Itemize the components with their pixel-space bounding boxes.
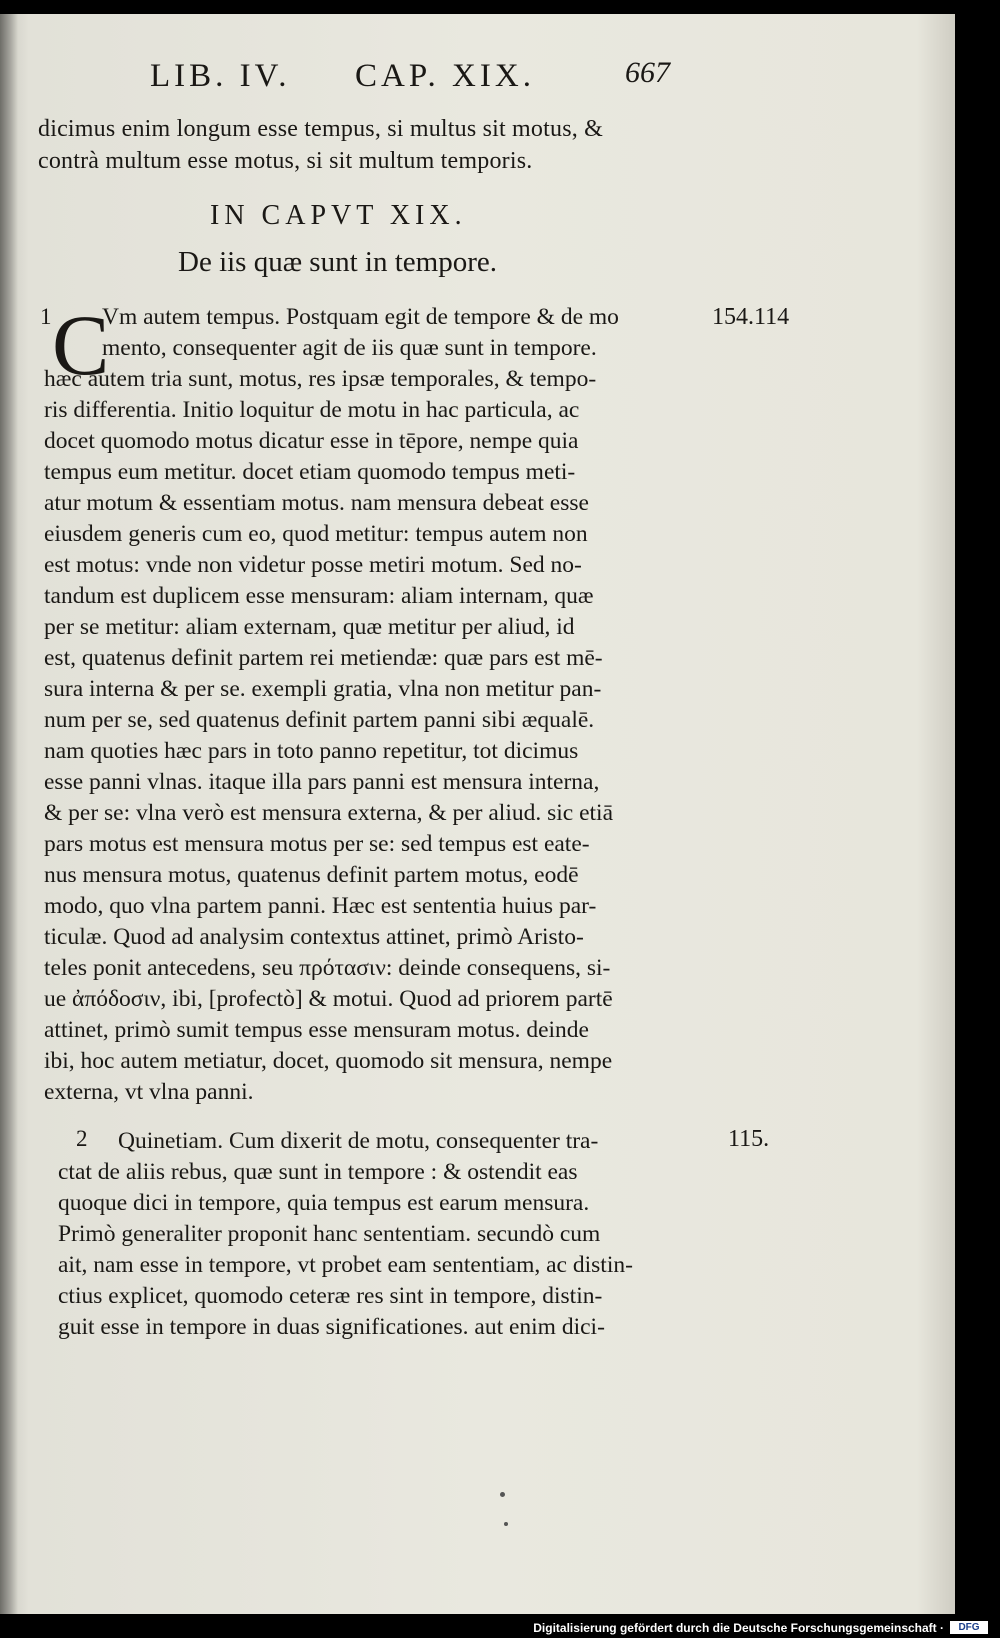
text-line: atur motum & essentiam motus. nam mensura debeat esse (44, 490, 589, 516)
text-line: & per se: vlna verò est mensura externa, & per aliud. sic etiā (44, 800, 614, 826)
text-line: pars motus est mensura motus per se: sed tempus est eate- (44, 831, 590, 857)
text-line: eiusdem generis cum eo, quod metitur: tempus autem non (44, 521, 588, 547)
text-line: hæc autem tria sunt, motus, res ipsæ temporales, & tempo- (44, 366, 597, 392)
text-line: tandum est duplicem esse mensuram: aliam internam, quæ (44, 583, 594, 609)
text-line: ue ἀπόδοσιν, ibi, [profectò] & motui. Quod ad priorem partē (44, 986, 613, 1012)
text-line: docet quomodo motus dicatur esse in tēpore, nempe quia (44, 428, 579, 454)
intro-line: dicimus enim longum esse tempus, si multus sit motus, & (38, 116, 604, 142)
paragraph-2 (58, 1126, 738, 1343)
text-line: est motus: vnde non videtur posse metiri motum. Sed no- (44, 552, 582, 578)
text-line: ait, nam esse in tempore, vt probet eam sententiam, ac distin- (58, 1252, 633, 1278)
digitization-footer (0, 1618, 1000, 1638)
header-chapter: CAP. XIX. (355, 58, 535, 94)
text-line: guit esse in tempore in duas significationes. aut enim dici- (58, 1314, 605, 1340)
text-line: num per se, sed quatenus definit partem panni sibi æqualē. (44, 707, 595, 733)
text-line: ris differentia. Initio loquitur de motu in hac particula, ac (44, 397, 580, 423)
text-line: Vm autem tempus. Postquam egit de tempore & de mo (102, 304, 619, 330)
text-line: modo, quo vlna partem panni. Hæc est sententia huius par- (44, 893, 597, 919)
text-line: mento, consequenter agit de iis quæ sunt in tempore. (102, 335, 597, 361)
text-line: ctius explicet, quomodo ceteræ res sint in tempore, distin- (58, 1283, 603, 1309)
running-header (150, 58, 710, 98)
text-line: Quinetiam. Cum dixerit de motu, consequenter tra- (118, 1128, 599, 1154)
text-line: Primò generaliter proponit hanc sententiam. secundò cum (58, 1221, 601, 1247)
drop-cap: C (52, 297, 110, 393)
dfg-logo: DFG (950, 1621, 988, 1634)
text-line: ibi, hoc autem metiatur, docet, quomodo sit mensura, nempe (44, 1048, 613, 1074)
text-line: tempus eum metitur. docet etiam quomodo tempus meti- (44, 459, 576, 485)
page-number: 667 (625, 56, 670, 89)
margin-note: 115. (728, 1126, 770, 1152)
ink-speck (504, 1522, 508, 1526)
text-line: teles ponit antecedens, seu πρότασιν: deinde consequens, si- (44, 955, 611, 981)
paragraph-number: 2 (76, 1126, 88, 1151)
book-spine-shadow (0, 14, 18, 1614)
text-line: externa, vt vlna panni. (44, 1079, 254, 1105)
header-book: LIB. IV. (150, 58, 291, 94)
section-heading: IN CAPVT XIX. (210, 200, 467, 231)
footer-credit: Digitalisierung gefördert durch die Deutsche Forschungsgemeinschaft · (533, 1621, 944, 1635)
ink-speck (500, 1492, 505, 1497)
scanned-page (0, 14, 955, 1614)
text-line: esse panni vlnas. itaque illa pars panni est mensura interna, (44, 769, 600, 795)
text-line: sura interna & per se. exempli gratia, vlna non metitur pan- (44, 676, 602, 702)
margin-note: 154.114 (712, 304, 790, 330)
paragraph-1 (44, 297, 724, 1108)
text-line: nus mensura motus, quatenus definit partem motus, eodē (44, 862, 579, 888)
text-line: per se metitur: aliam externam, quæ metitur per aliud, id (44, 614, 575, 640)
text-line: ticulæ. Quod ad analysim contextus attinet, primò Aristo- (44, 924, 584, 950)
intro-line: contrà multum esse motus, si sit multum temporis. (38, 148, 533, 174)
text-line: nam quoties hæc pars in toto panno repetitur, tot dicimus (44, 738, 579, 764)
paragraph-number: 1 (40, 304, 52, 329)
text-line: attinet, primò sumit tempus esse mensuram motus. deinde (44, 1017, 589, 1043)
section-subheading: De iis quæ sunt in tempore. (178, 246, 497, 278)
text-line: quoque dici in tempore, quia tempus est earum mensura. (58, 1190, 590, 1216)
text-line: est, quatenus definit partem rei metiendæ: quæ pars est mē- (44, 645, 603, 671)
text-line: ctat de aliis rebus, quæ sunt in tempore : & ostendit eas (58, 1159, 578, 1185)
